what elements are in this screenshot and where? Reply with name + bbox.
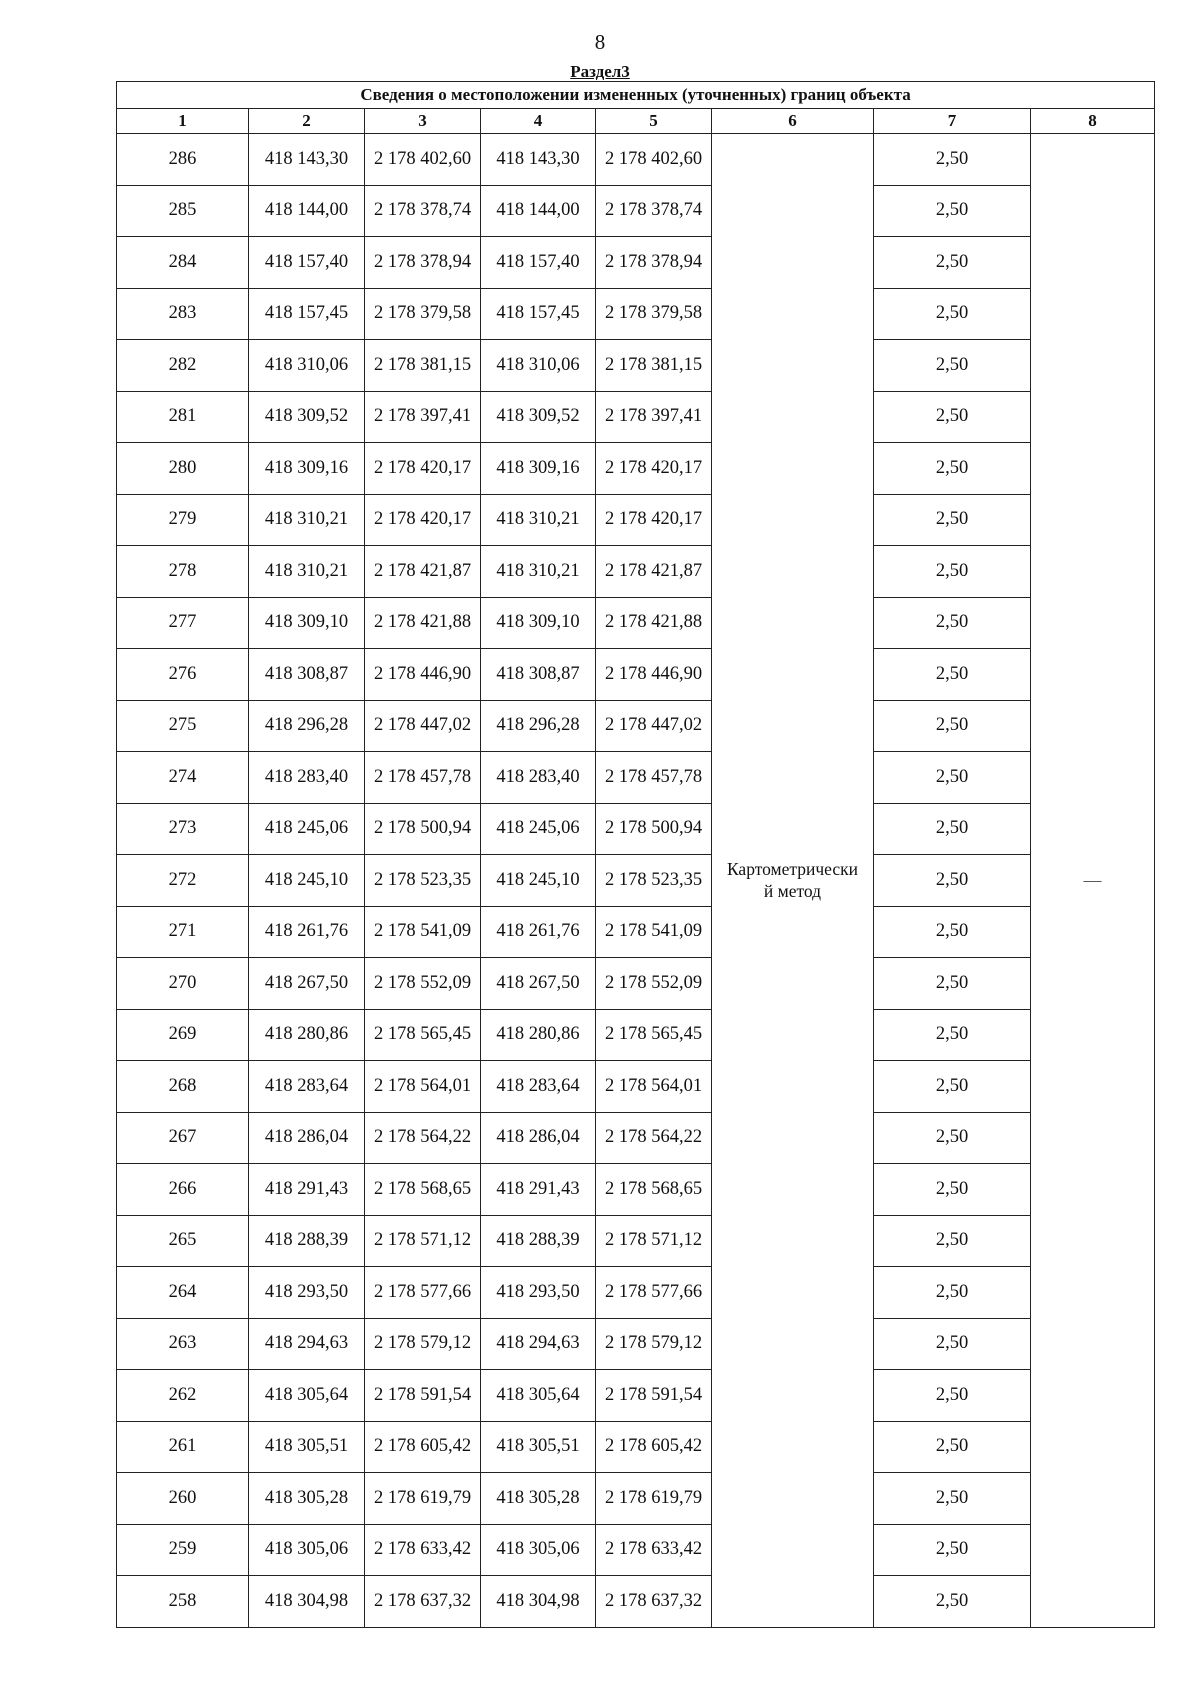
x-existing-cell: 418 310,06 bbox=[249, 340, 365, 392]
x-refined-cell: 418 305,51 bbox=[481, 1421, 596, 1473]
y-refined-cell: 2 178 421,88 bbox=[596, 597, 712, 649]
x-existing-cell: 418 157,40 bbox=[249, 237, 365, 289]
x-existing-cell: 418 293,50 bbox=[249, 1267, 365, 1319]
point-number-cell: 272 bbox=[117, 855, 249, 907]
method-text-line: й метод bbox=[763, 881, 822, 902]
table-row bbox=[117, 443, 1155, 495]
x-refined-cell: 418 283,40 bbox=[481, 752, 596, 804]
column-header: 8 bbox=[1031, 109, 1155, 134]
point-number-cell: 280 bbox=[117, 443, 249, 495]
y-existing-cell: 2 178 565,45 bbox=[365, 1009, 481, 1061]
method-cell bbox=[712, 134, 874, 1628]
accuracy-cell: 2,50 bbox=[874, 134, 1031, 186]
table-row bbox=[117, 1524, 1155, 1576]
x-existing-cell: 418 309,52 bbox=[249, 391, 365, 443]
y-existing-cell: 2 178 564,22 bbox=[365, 1112, 481, 1164]
point-number-cell: 284 bbox=[117, 237, 249, 289]
x-refined-cell: 418 144,00 bbox=[481, 185, 596, 237]
x-refined-cell: 418 157,40 bbox=[481, 237, 596, 289]
accuracy-cell: 2,50 bbox=[874, 1524, 1031, 1576]
accuracy-cell: 2,50 bbox=[874, 1421, 1031, 1473]
y-refined-cell: 2 178 552,09 bbox=[596, 958, 712, 1010]
table-row bbox=[117, 134, 1155, 186]
column-header: 5 bbox=[596, 109, 712, 134]
point-number-cell: 267 bbox=[117, 1112, 249, 1164]
column-header: 1 bbox=[117, 109, 249, 134]
y-refined-cell: 2 178 579,12 bbox=[596, 1318, 712, 1370]
point-number-cell: 283 bbox=[117, 288, 249, 340]
x-existing-cell: 418 305,64 bbox=[249, 1370, 365, 1422]
x-refined-cell: 418 245,06 bbox=[481, 803, 596, 855]
y-refined-cell: 2 178 446,90 bbox=[596, 649, 712, 701]
column-header: 3 bbox=[365, 109, 481, 134]
point-number-cell: 277 bbox=[117, 597, 249, 649]
table-row bbox=[117, 1215, 1155, 1267]
point-number-cell: 285 bbox=[117, 185, 249, 237]
x-existing-cell: 418 310,21 bbox=[249, 546, 365, 598]
accuracy-cell: 2,50 bbox=[874, 443, 1031, 495]
x-refined-cell: 418 283,64 bbox=[481, 1061, 596, 1113]
point-number-cell: 268 bbox=[117, 1061, 249, 1113]
x-existing-cell: 418 309,10 bbox=[249, 597, 365, 649]
accuracy-cell: 2,50 bbox=[874, 1370, 1031, 1422]
y-existing-cell: 2 178 500,94 bbox=[365, 803, 481, 855]
accuracy-cell: 2,50 bbox=[874, 1061, 1031, 1113]
y-refined-cell: 2 178 541,09 bbox=[596, 906, 712, 958]
accuracy-cell: 2,50 bbox=[874, 391, 1031, 443]
x-refined-cell: 418 280,86 bbox=[481, 1009, 596, 1061]
x-existing-cell: 418 267,50 bbox=[249, 958, 365, 1010]
x-refined-cell: 418 291,43 bbox=[481, 1164, 596, 1216]
x-existing-cell: 418 283,40 bbox=[249, 752, 365, 804]
x-existing-cell: 418 280,86 bbox=[249, 1009, 365, 1061]
y-existing-cell: 2 178 541,09 bbox=[365, 906, 481, 958]
y-refined-cell: 2 178 619,79 bbox=[596, 1473, 712, 1525]
point-number-cell: 276 bbox=[117, 649, 249, 701]
table-row bbox=[117, 237, 1155, 289]
section-title: Раздел3 bbox=[570, 62, 630, 81]
accuracy-cell: 2,50 bbox=[874, 1215, 1031, 1267]
y-existing-cell: 2 178 397,41 bbox=[365, 391, 481, 443]
y-existing-cell: 2 178 579,12 bbox=[365, 1318, 481, 1370]
x-refined-cell: 418 309,16 bbox=[481, 443, 596, 495]
y-existing-cell: 2 178 402,60 bbox=[365, 134, 481, 186]
table-row bbox=[117, 958, 1155, 1010]
point-number-cell: 275 bbox=[117, 700, 249, 752]
table-row bbox=[117, 391, 1155, 443]
x-refined-cell: 418 309,52 bbox=[481, 391, 596, 443]
y-existing-cell: 2 178 420,17 bbox=[365, 443, 481, 495]
point-number-cell: 269 bbox=[117, 1009, 249, 1061]
table-row bbox=[117, 185, 1155, 237]
y-existing-cell: 2 178 378,94 bbox=[365, 237, 481, 289]
x-existing-cell: 418 261,76 bbox=[249, 906, 365, 958]
y-refined-cell: 2 178 571,12 bbox=[596, 1215, 712, 1267]
x-refined-cell: 418 296,28 bbox=[481, 700, 596, 752]
table-row bbox=[117, 288, 1155, 340]
accuracy-cell: 2,50 bbox=[874, 494, 1031, 546]
accuracy-cell: 2,50 bbox=[874, 237, 1031, 289]
point-number-cell: 266 bbox=[117, 1164, 249, 1216]
coordinates-table bbox=[116, 81, 1155, 1628]
y-refined-cell: 2 178 420,17 bbox=[596, 443, 712, 495]
x-refined-cell: 418 310,21 bbox=[481, 494, 596, 546]
point-number-cell: 265 bbox=[117, 1215, 249, 1267]
y-existing-cell: 2 178 619,79 bbox=[365, 1473, 481, 1525]
y-refined-cell: 2 178 605,42 bbox=[596, 1421, 712, 1473]
table-row bbox=[117, 1473, 1155, 1525]
y-refined-cell: 2 178 591,54 bbox=[596, 1370, 712, 1422]
point-number-cell: 259 bbox=[117, 1524, 249, 1576]
x-refined-cell: 418 305,06 bbox=[481, 1524, 596, 1576]
y-existing-cell: 2 178 420,17 bbox=[365, 494, 481, 546]
x-refined-cell: 418 309,10 bbox=[481, 597, 596, 649]
y-refined-cell: 2 178 500,94 bbox=[596, 803, 712, 855]
accuracy-cell: 2,50 bbox=[874, 855, 1031, 907]
y-refined-cell: 2 178 421,87 bbox=[596, 546, 712, 598]
point-number-cell: 262 bbox=[117, 1370, 249, 1422]
table-header-row bbox=[117, 109, 1155, 134]
y-refined-cell: 2 178 577,66 bbox=[596, 1267, 712, 1319]
y-existing-cell: 2 178 523,35 bbox=[365, 855, 481, 907]
y-refined-cell: 2 178 633,42 bbox=[596, 1524, 712, 1576]
y-refined-cell: 2 178 523,35 bbox=[596, 855, 712, 907]
x-existing-cell: 418 144,00 bbox=[249, 185, 365, 237]
x-refined-cell: 418 305,28 bbox=[481, 1473, 596, 1525]
y-existing-cell: 2 178 552,09 bbox=[365, 958, 481, 1010]
table-row bbox=[117, 546, 1155, 598]
y-existing-cell: 2 178 571,12 bbox=[365, 1215, 481, 1267]
x-refined-cell: 418 294,63 bbox=[481, 1318, 596, 1370]
y-existing-cell: 2 178 605,42 bbox=[365, 1421, 481, 1473]
x-refined-cell: 418 305,64 bbox=[481, 1370, 596, 1422]
point-number-cell: 282 bbox=[117, 340, 249, 392]
method-text-line: Картометрически bbox=[726, 859, 859, 880]
x-refined-cell: 418 286,04 bbox=[481, 1112, 596, 1164]
accuracy-cell: 2,50 bbox=[874, 288, 1031, 340]
y-refined-cell: 2 178 378,74 bbox=[596, 185, 712, 237]
column-header: 7 bbox=[874, 109, 1031, 134]
y-existing-cell: 2 178 447,02 bbox=[365, 700, 481, 752]
x-existing-cell: 418 143,30 bbox=[249, 134, 365, 186]
point-number-cell: 279 bbox=[117, 494, 249, 546]
x-existing-cell: 418 296,28 bbox=[249, 700, 365, 752]
y-refined-cell: 2 178 568,65 bbox=[596, 1164, 712, 1216]
x-refined-cell: 418 143,30 bbox=[481, 134, 596, 186]
table-row bbox=[117, 1370, 1155, 1422]
x-existing-cell: 418 245,06 bbox=[249, 803, 365, 855]
x-existing-cell: 418 305,51 bbox=[249, 1421, 365, 1473]
y-refined-cell: 2 178 397,41 bbox=[596, 391, 712, 443]
x-refined-cell: 418 293,50 bbox=[481, 1267, 596, 1319]
y-refined-cell: 2 178 565,45 bbox=[596, 1009, 712, 1061]
x-existing-cell: 418 283,64 bbox=[249, 1061, 365, 1113]
point-number-cell: 270 bbox=[117, 958, 249, 1010]
x-refined-cell: 418 267,50 bbox=[481, 958, 596, 1010]
y-refined-cell: 2 178 564,22 bbox=[596, 1112, 712, 1164]
y-existing-cell: 2 178 381,15 bbox=[365, 340, 481, 392]
point-number-cell: 258 bbox=[117, 1576, 249, 1628]
column-header: 6 bbox=[712, 109, 874, 134]
y-refined-cell: 2 178 457,78 bbox=[596, 752, 712, 804]
x-existing-cell: 418 291,43 bbox=[249, 1164, 365, 1216]
x-refined-cell: 418 310,21 bbox=[481, 546, 596, 598]
table-row bbox=[117, 597, 1155, 649]
table-row bbox=[117, 1112, 1155, 1164]
table-row bbox=[117, 1164, 1155, 1216]
table-row bbox=[117, 803, 1155, 855]
x-existing-cell: 418 245,10 bbox=[249, 855, 365, 907]
y-existing-cell: 2 178 421,88 bbox=[365, 597, 481, 649]
y-refined-cell: 2 178 564,01 bbox=[596, 1061, 712, 1113]
x-existing-cell: 418 308,87 bbox=[249, 649, 365, 701]
table-row bbox=[117, 340, 1155, 392]
y-existing-cell: 2 178 379,58 bbox=[365, 288, 481, 340]
x-existing-cell: 418 309,16 bbox=[249, 443, 365, 495]
table-row bbox=[117, 1318, 1155, 1370]
y-existing-cell: 2 178 421,87 bbox=[365, 546, 481, 598]
point-number-cell: 264 bbox=[117, 1267, 249, 1319]
accuracy-cell: 2,50 bbox=[874, 700, 1031, 752]
y-existing-cell: 2 178 446,90 bbox=[365, 649, 481, 701]
point-number-cell: 271 bbox=[117, 906, 249, 958]
point-number-cell: 273 bbox=[117, 803, 249, 855]
y-existing-cell: 2 178 564,01 bbox=[365, 1061, 481, 1113]
y-refined-cell: 2 178 381,15 bbox=[596, 340, 712, 392]
accuracy-cell: 2,50 bbox=[874, 1318, 1031, 1370]
y-refined-cell: 2 178 637,32 bbox=[596, 1576, 712, 1628]
table-row bbox=[117, 1576, 1155, 1628]
table-row bbox=[117, 855, 1155, 907]
page-number: 8 bbox=[594, 30, 606, 54]
y-existing-cell: 2 178 457,78 bbox=[365, 752, 481, 804]
column-8-cell: — bbox=[1031, 134, 1155, 1628]
accuracy-cell: 2,50 bbox=[874, 340, 1031, 392]
table-row bbox=[117, 494, 1155, 546]
point-number-cell: 286 bbox=[117, 134, 249, 186]
y-refined-cell: 2 178 402,60 bbox=[596, 134, 712, 186]
table-caption: Сведения о местоположении измененных (уточненных) границ объекта bbox=[117, 82, 1155, 109]
y-refined-cell: 2 178 420,17 bbox=[596, 494, 712, 546]
table-row bbox=[117, 1009, 1155, 1061]
accuracy-cell: 2,50 bbox=[874, 906, 1031, 958]
accuracy-cell: 2,50 bbox=[874, 1473, 1031, 1525]
accuracy-cell: 2,50 bbox=[874, 803, 1031, 855]
accuracy-cell: 2,50 bbox=[874, 185, 1031, 237]
table-row bbox=[117, 752, 1155, 804]
point-number-cell: 263 bbox=[117, 1318, 249, 1370]
x-refined-cell: 418 261,76 bbox=[481, 906, 596, 958]
x-refined-cell: 418 245,10 bbox=[481, 855, 596, 907]
accuracy-cell: 2,50 bbox=[874, 1112, 1031, 1164]
table-row bbox=[117, 1061, 1155, 1113]
x-existing-cell: 418 305,28 bbox=[249, 1473, 365, 1525]
x-refined-cell: 418 157,45 bbox=[481, 288, 596, 340]
x-refined-cell: 418 304,98 bbox=[481, 1576, 596, 1628]
y-existing-cell: 2 178 568,65 bbox=[365, 1164, 481, 1216]
point-number-cell: 281 bbox=[117, 391, 249, 443]
accuracy-cell: 2,50 bbox=[874, 1576, 1031, 1628]
y-existing-cell: 2 178 637,32 bbox=[365, 1576, 481, 1628]
point-number-cell: 274 bbox=[117, 752, 249, 804]
accuracy-cell: 2,50 bbox=[874, 752, 1031, 804]
x-existing-cell: 418 286,04 bbox=[249, 1112, 365, 1164]
table-row bbox=[117, 1421, 1155, 1473]
y-existing-cell: 2 178 633,42 bbox=[365, 1524, 481, 1576]
x-existing-cell: 418 157,45 bbox=[249, 288, 365, 340]
accuracy-cell: 2,50 bbox=[874, 1267, 1031, 1319]
accuracy-cell: 2,50 bbox=[874, 649, 1031, 701]
table-body bbox=[117, 134, 1155, 1628]
table-row bbox=[117, 906, 1155, 958]
point-number-cell: 278 bbox=[117, 546, 249, 598]
y-existing-cell: 2 178 577,66 bbox=[365, 1267, 481, 1319]
x-existing-cell: 418 304,98 bbox=[249, 1576, 365, 1628]
y-refined-cell: 2 178 378,94 bbox=[596, 237, 712, 289]
x-existing-cell: 418 288,39 bbox=[249, 1215, 365, 1267]
point-number-cell: 261 bbox=[117, 1421, 249, 1473]
accuracy-cell: 2,50 bbox=[874, 1164, 1031, 1216]
accuracy-cell: 2,50 bbox=[874, 546, 1031, 598]
x-refined-cell: 418 310,06 bbox=[481, 340, 596, 392]
y-existing-cell: 2 178 378,74 bbox=[365, 185, 481, 237]
x-existing-cell: 418 310,21 bbox=[249, 494, 365, 546]
y-refined-cell: 2 178 379,58 bbox=[596, 288, 712, 340]
y-existing-cell: 2 178 591,54 bbox=[365, 1370, 481, 1422]
point-number-cell: 260 bbox=[117, 1473, 249, 1525]
accuracy-cell: 2,50 bbox=[874, 1009, 1031, 1061]
table-row bbox=[117, 649, 1155, 701]
x-existing-cell: 418 305,06 bbox=[249, 1524, 365, 1576]
x-refined-cell: 418 308,87 bbox=[481, 649, 596, 701]
table-row bbox=[117, 700, 1155, 752]
accuracy-cell: 2,50 bbox=[874, 958, 1031, 1010]
accuracy-cell: 2,50 bbox=[874, 597, 1031, 649]
table-row bbox=[117, 1267, 1155, 1319]
x-refined-cell: 418 288,39 bbox=[481, 1215, 596, 1267]
column-header: 2 bbox=[249, 109, 365, 134]
x-existing-cell: 418 294,63 bbox=[249, 1318, 365, 1370]
y-refined-cell: 2 178 447,02 bbox=[596, 700, 712, 752]
column-header: 4 bbox=[481, 109, 596, 134]
